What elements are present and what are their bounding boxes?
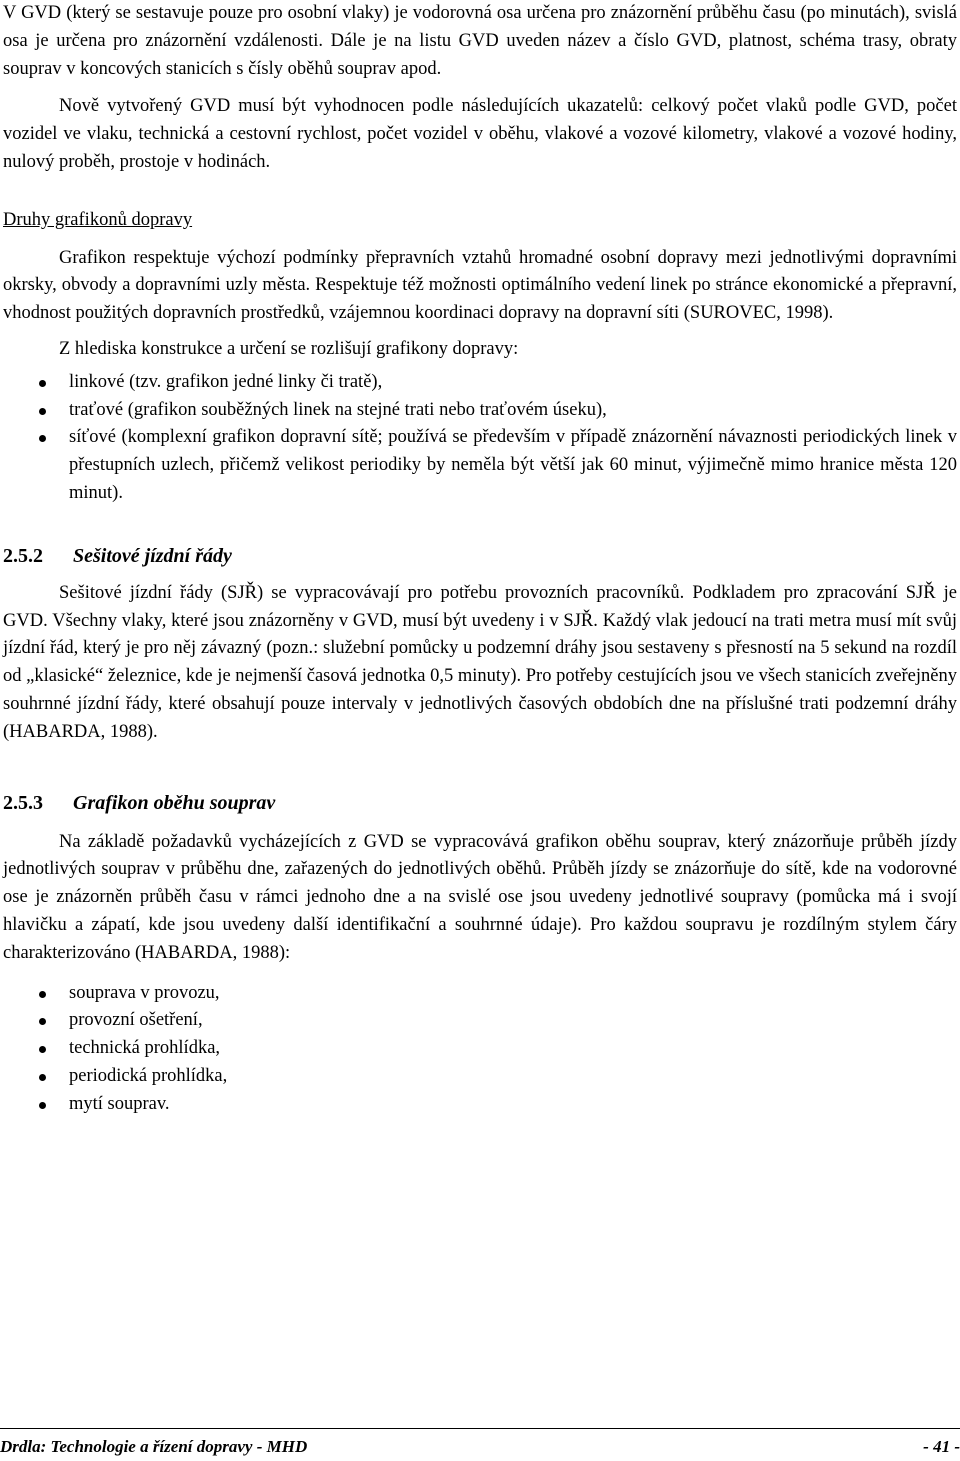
list-item: souprava v provozu,	[3, 980, 957, 1008]
list-item: provozní ošetření,	[3, 1007, 957, 1035]
section-heading-2-5-3	[3, 789, 957, 817]
list-item: linkové (tzv. grafikon jedné linky či tratě),	[3, 369, 957, 397]
paragraph-lead-rozliseni: Z hlediska konstrukce a určení se rozlišují grafikony dopravy:	[59, 338, 519, 359]
paragraph-obeh-souprav: Na základě požadavků vycházejících z GVD se vypracovává grafikon oběhu souprav, který znázorňuje průběh jízdy jednotlivých souprav v průběhu dne, zařazených do jednotlivých oběhů. Průběh jízdy se znázorňuje do sítě, kde na vodorovné ose je znázorněn průběh času v rámci jednoho dne a na svislé ose jsou uvedeny jednotlivé soupravy (pomůcka má i svojí hlavičku a zápatí, kde jsou uvedeny další identifikační a souhrnné údaje). Pro každou soupravu je rozdílným stylem čáry charakterizováno (HABARDA, 1988):	[3, 831, 957, 963]
list-item: mytí souprav.	[3, 1091, 957, 1119]
list-item: periodická prohlídka,	[3, 1063, 957, 1091]
footer-title: Drdla: Technologie a řízení dopravy - MHD	[0, 1437, 308, 1456]
section-number: 2.5.2	[3, 544, 43, 567]
bullet-icon	[39, 1018, 46, 1025]
page-footer	[0, 1428, 960, 1461]
bullet-icon	[39, 1074, 46, 1081]
paragraph-gvd-axes: V GVD (který se sestavuje pouze pro osobní vlaky) je vodorovná osa určena pro znázornění průběhu času (po minutách), svislá osa je určena pro znázornění vzdálenosti. Dále je na listu GVD uveden název a číslo GVD, platnost, schéma trasy, obraty souprav v koncových stanicích s čísly oběhů souprav apod.	[3, 3, 957, 79]
bullet-icon	[39, 380, 46, 387]
section-heading-2-5-2	[3, 542, 957, 570]
page-number: - 41 -	[923, 1437, 960, 1456]
list-item: traťové (grafikon souběžných linek na stejné trati nebo traťovém úseku),	[3, 397, 957, 425]
paragraph-druhy: Grafikon respektuje výchozí podmínky přepravních vztahů hromadné osobní dopravy mezi jednotlivými dopravními okrsky, obvody a dopravními uzly města. Respektuje též možnosti optimálního vedení linek po stránce ekonomické a přepravní, vhodnost použitých dopravních prostředků, vzájemnou koordinaci dopravy na dopravní síti (SUROVEC, 1998).	[3, 247, 957, 324]
section-number: 2.5.3	[3, 791, 43, 814]
subheading-druhy-grafikonu: Druhy grafikonů dopravy	[3, 209, 193, 230]
bullet-icon	[39, 435, 46, 442]
paragraph-gvd-evaluation: Nově vytvořený GVD musí být vyhodnocen podle následujících ukazatelů: celkový počet vlaků podle GVD, počet vozidel ve vlaku, technická a cestovní rychlost, počet vozidel v oběhu, vlakové a vozové kilometry, vlakové a vozové hodiny, nulový proběh, prostoje v hodinách.	[3, 96, 957, 172]
bullet-icon	[39, 408, 46, 415]
list-druhy-grafikonu	[3, 369, 957, 508]
section-title: Sešitové jízdní řády	[73, 544, 232, 567]
section-title: Grafikon oběhu souprav	[73, 791, 276, 814]
paragraph-sesitove-jr: Sešitové jízdní řády (SJŘ) se vypracovávají pro potřebu provozních pracovníků. Podkladem pro zpracování SJŘ je GVD. Všechny vlaky, které jsou znázorněny v GVD, musí být uvedeny i v SJŘ. Každý vlak jedoucí na trati metra musí mít svůj jízdní řád, který je pro něj závazný (pozn.: služební pomůcky u podzemní dráhy jsou sestaveny s přesností na 5 sekund na rozdíl od „klasické“ železnice, kde je nejmenší časová jednotka 0,5 minuty). Pro potřeby cestujících jsou ve všech stanicích zveřejněny souhrnné jízdní řády, které obsahují pouze intervaly v jednotlivých časových obdobích dne na příslušné trati podzemní dráhy (HABARDA, 1988).	[3, 582, 957, 742]
bullet-icon	[39, 1046, 46, 1053]
document-page	[3, 0, 957, 1119]
list-item: síťové (komplexní grafikon dopravní sítě; používá se především v případě znázornění návaznosti periodických linek v přestupních uzlech, přičemž velikost periodiky by neměla být větší jak 60 minut, výjimečně mimo hranice města 120 minut).	[3, 424, 957, 507]
list-item: technická prohlídka,	[3, 1035, 957, 1063]
list-styly-car	[3, 980, 957, 1119]
bullet-icon	[39, 1102, 46, 1109]
bullet-icon	[39, 991, 46, 998]
